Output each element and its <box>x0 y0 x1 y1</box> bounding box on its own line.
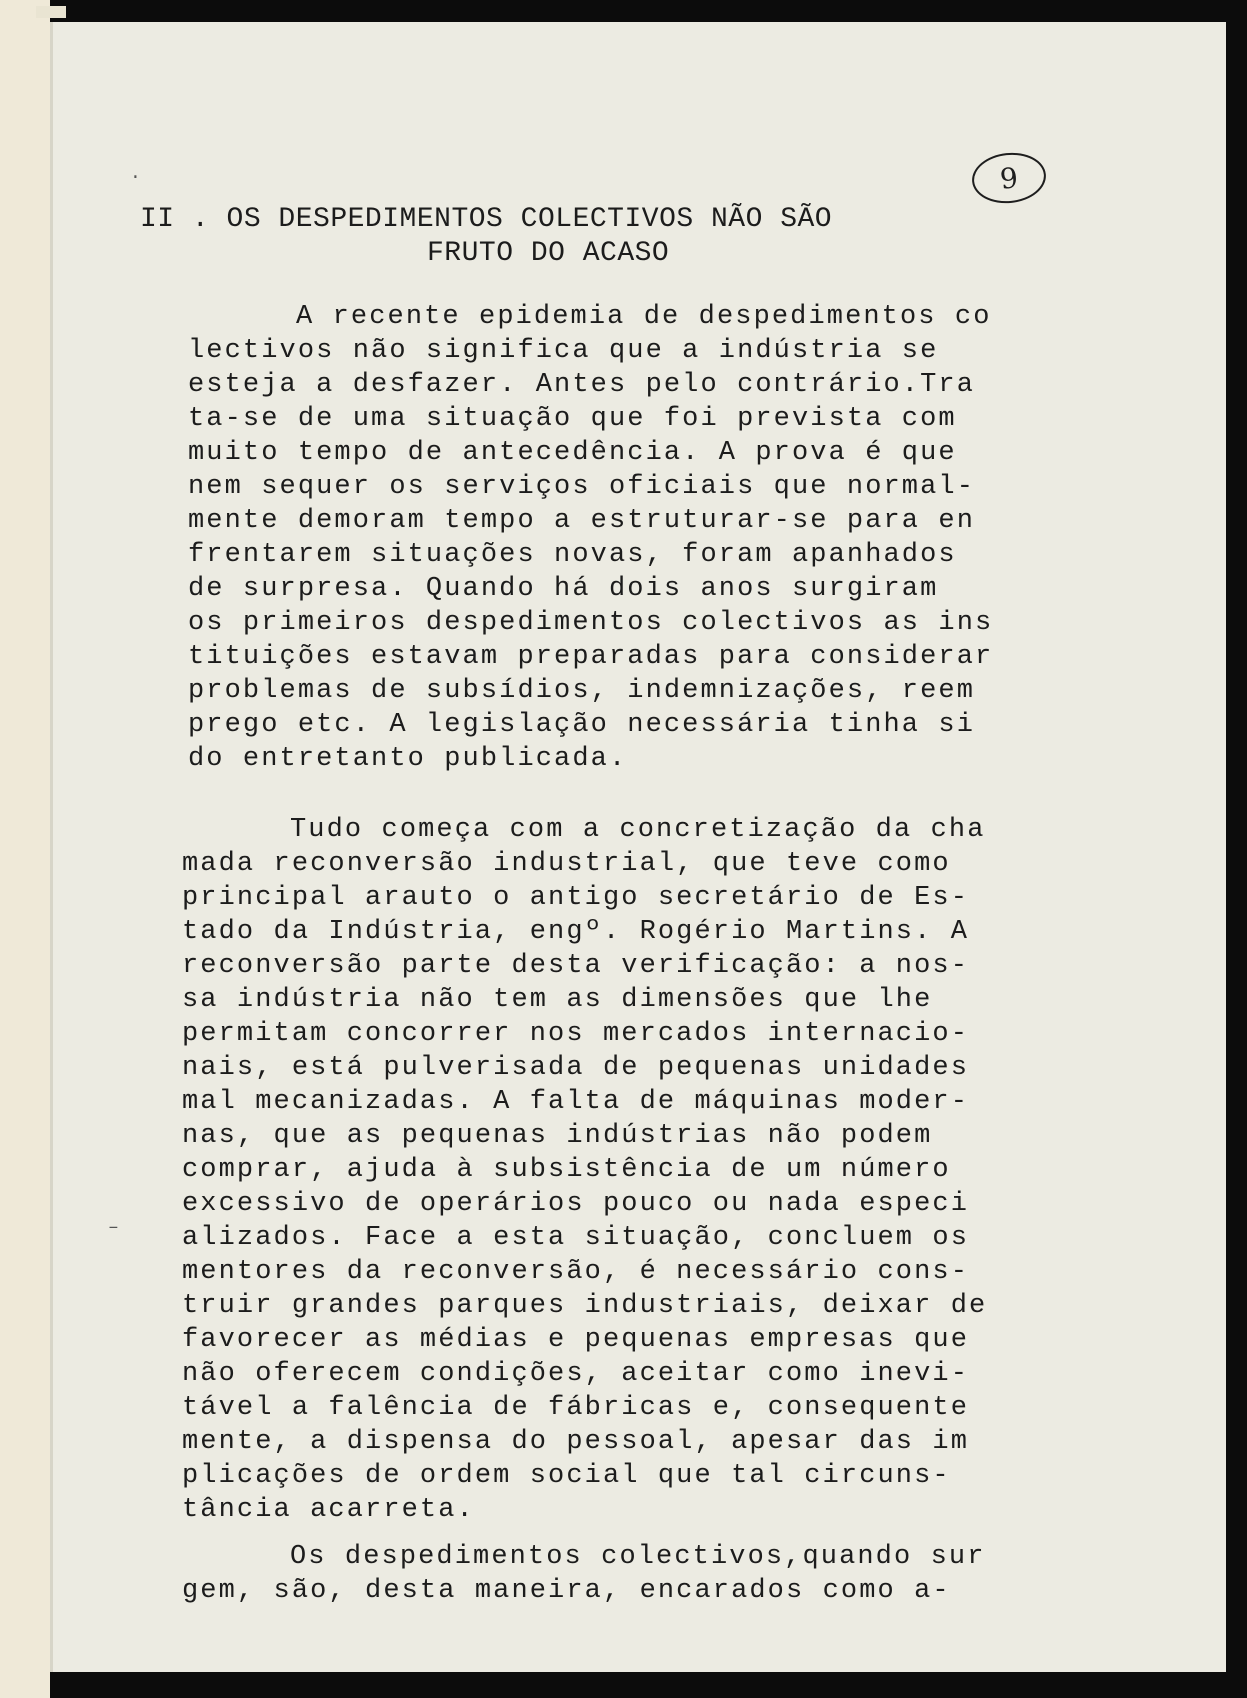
text-line: plicações de ordem social que tal circuns- <box>182 1461 951 1491</box>
paragraph-1 <box>188 300 1088 776</box>
text-line: de surpresa. Quando há dois anos surgiram <box>188 574 939 604</box>
text-line: reconversão parte desta verificação: a nos- <box>182 951 970 981</box>
text-line: frentarem situações novas, foram apanhados <box>188 540 957 570</box>
text-line: mentores da reconversão, é necessário cons- <box>182 1257 970 1287</box>
margin-dash: – <box>108 1218 119 1238</box>
section-heading <box>140 203 1000 271</box>
margin-dot: · <box>130 168 141 188</box>
text-line: mal mecanizadas. A falta de máquinas moder- <box>182 1087 970 1117</box>
text-line: tância acarreta. <box>182 1495 475 1525</box>
text-line: nem sequer os serviços oficiais que normal- <box>188 472 976 502</box>
text-line: nais, está pulverisada de pequenas unidades <box>182 1053 970 1083</box>
text-line: Os despedimentos colectivos,quando sur <box>290 1542 986 1572</box>
text-line: comprar, ajuda à subsistência de um número <box>182 1155 951 1185</box>
text-line: permitam concorrer nos mercados internacio- <box>182 1019 970 1049</box>
text-line: alizados. Face a esta situação, concluem os <box>182 1223 970 1253</box>
text-line: muito tempo de antecedência. A prova é que <box>188 438 957 468</box>
text-line: excessivo de operários pouco ou nada especi <box>182 1189 970 1219</box>
text-line: tável a falência de fábricas e, consequente <box>182 1393 970 1423</box>
text-line: favorecer as médias e pequenas empresas que <box>182 1325 970 1355</box>
page-number: 9 <box>998 160 1020 196</box>
text-line: mente demoram tempo a estruturar-se para en <box>188 506 976 536</box>
paragraph-2 <box>182 813 1082 1527</box>
text-line: mada reconversão industrial, que teve como <box>182 849 951 879</box>
paragraph-3 <box>182 1540 1082 1608</box>
text-line: mente, a dispensa do pessoal, apesar das im <box>182 1427 970 1457</box>
heading-line-2: FRUTO DO ACASO <box>427 238 670 269</box>
text-line: esteja a desfazer. Antes pelo contrário.Tra <box>188 370 976 400</box>
text-line: tado da Indústria, engº. Rogério Martins. A <box>182 917 970 947</box>
text-line: não oferecem condições, aceitar como inevi- <box>182 1359 970 1389</box>
text-line: os primeiros despedimentos colectivos as ins <box>188 608 994 638</box>
text-line: nas, que as pequenas indústrias não podem <box>182 1121 933 1151</box>
text-line: prego etc. A legislação necessária tinha si <box>188 710 976 740</box>
text-line: sa indústria não tem as dimensões que lhe <box>182 985 933 1015</box>
binding-strip <box>0 0 50 1698</box>
text-line: Tudo começa com a concretização da cha <box>290 815 986 845</box>
text-line: gem, são, desta maneira, encarados como a- <box>182 1576 951 1606</box>
binding-tab <box>36 6 66 18</box>
text-line: truir grandes parques industriais, deixar de <box>182 1291 988 1321</box>
text-line: tituições estavam preparadas para considerar <box>188 642 994 672</box>
text-line: principal arauto o antigo secretário de Es- <box>182 883 970 913</box>
text-line: ta-se de uma situação que foi prevista com <box>188 404 957 434</box>
text-line: A recente epidemia de despedimentos co <box>296 302 992 332</box>
text-line: lectivos não significa que a indústria se <box>188 336 939 366</box>
text-line: problemas de subsídios, indemnizações, reem <box>188 676 976 706</box>
heading-line-1: II . OS DESPEDIMENTOS COLECTIVOS NÃO SÃO <box>140 204 833 235</box>
text-line: do entretanto publicada. <box>188 744 628 774</box>
